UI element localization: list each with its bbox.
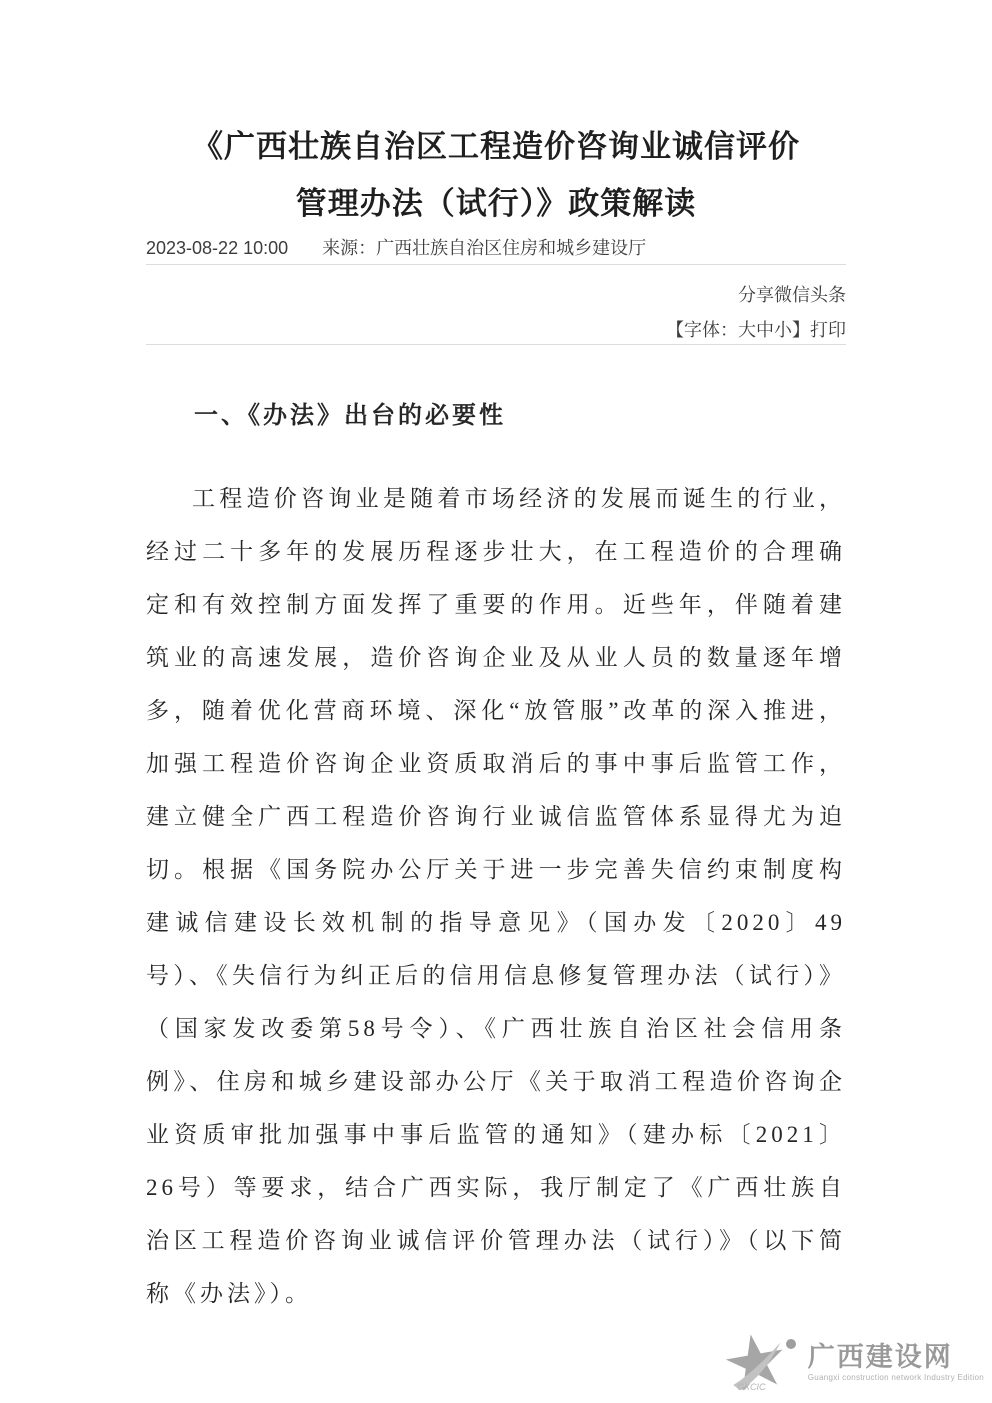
source-text: 来源：广西壮族自治区住房和城乡建设厅 xyxy=(322,238,647,258)
section-heading: 一、《办法》出台的必要性 xyxy=(194,402,506,429)
article-title-line-2: 管理办法（试行）》政策解读 xyxy=(295,186,697,221)
divider-bottom xyxy=(146,344,846,345)
font-size-large-button[interactable]: 大 xyxy=(738,320,756,340)
logo-mark-text: GXCIC xyxy=(736,1382,766,1392)
logo-caption: Guangxi construction network Industry Edition xyxy=(807,1372,984,1382)
star-icon xyxy=(723,1331,803,1393)
publish-datetime: 2023-08-22 10:00 xyxy=(146,238,289,258)
logo-site-name: 广西建设网 xyxy=(807,1341,953,1372)
divider-top xyxy=(146,264,846,265)
font-size-bar xyxy=(146,320,846,344)
article-content xyxy=(146,0,846,1320)
print-button[interactable]: 打印 xyxy=(810,320,846,340)
article-paragraph: 工程造价咨询业是随着市场经济的发展而诞生的行业，经过二十多年的发展历程逐步壮大，在工程造价的合理确定和有效控制方面发挥了重要的作用。近些年，伴随着建筑业的高速发展，造价咨询企业及从业人员的数量逐年增多，随着优化营商环境、深化“放管服”改革的深入推进，加强工程造价咨询企业资质取消后的事中事后监管工作，建立健全广西工程造价咨询行业诚信监管体系显得尤为迫切。根据《国务院办公厅关于进一步完善失信约束制度构建诚信建设长效机制的指导意见》（国办发〔2020〕49号）、《失信行为纠正后的信用信息修复管理办法（试行）》（国家发改委第58号令）、《广西壮族自治区社会信用条例》、住房和城乡建设部办公厅《关于取消工程造价咨询企业资质审批加强事中事后监管的通知》（建办标〔2021〕26号）等要求，结合广西实际，我厅制定了《广西壮族自治区工程造价咨询业诚信评价管理办法（试行）》（以下简称《办法》）。 xyxy=(146,486,846,1306)
article-meta xyxy=(146,238,846,264)
share-toutiao-link[interactable]: 头条 xyxy=(810,285,846,305)
site-logo xyxy=(723,1331,984,1393)
font-size-small-button[interactable]: 小 xyxy=(774,320,792,340)
article-title xyxy=(146,118,846,232)
font-bar-suffix: 】 xyxy=(792,320,810,340)
font-size-medium-button[interactable]: 中 xyxy=(756,320,774,340)
share-bar xyxy=(146,285,846,306)
logo-text-block xyxy=(808,1343,984,1382)
share-label: 分享 xyxy=(738,285,774,305)
logo-dot-icon xyxy=(786,1339,796,1349)
font-bar-prefix: 【字体： xyxy=(666,320,738,340)
article-title-line-1: 《广西壮族自治区工程造价咨询业诚信评价 xyxy=(192,129,800,164)
share-wechat-link[interactable]: 微信 xyxy=(774,285,810,305)
